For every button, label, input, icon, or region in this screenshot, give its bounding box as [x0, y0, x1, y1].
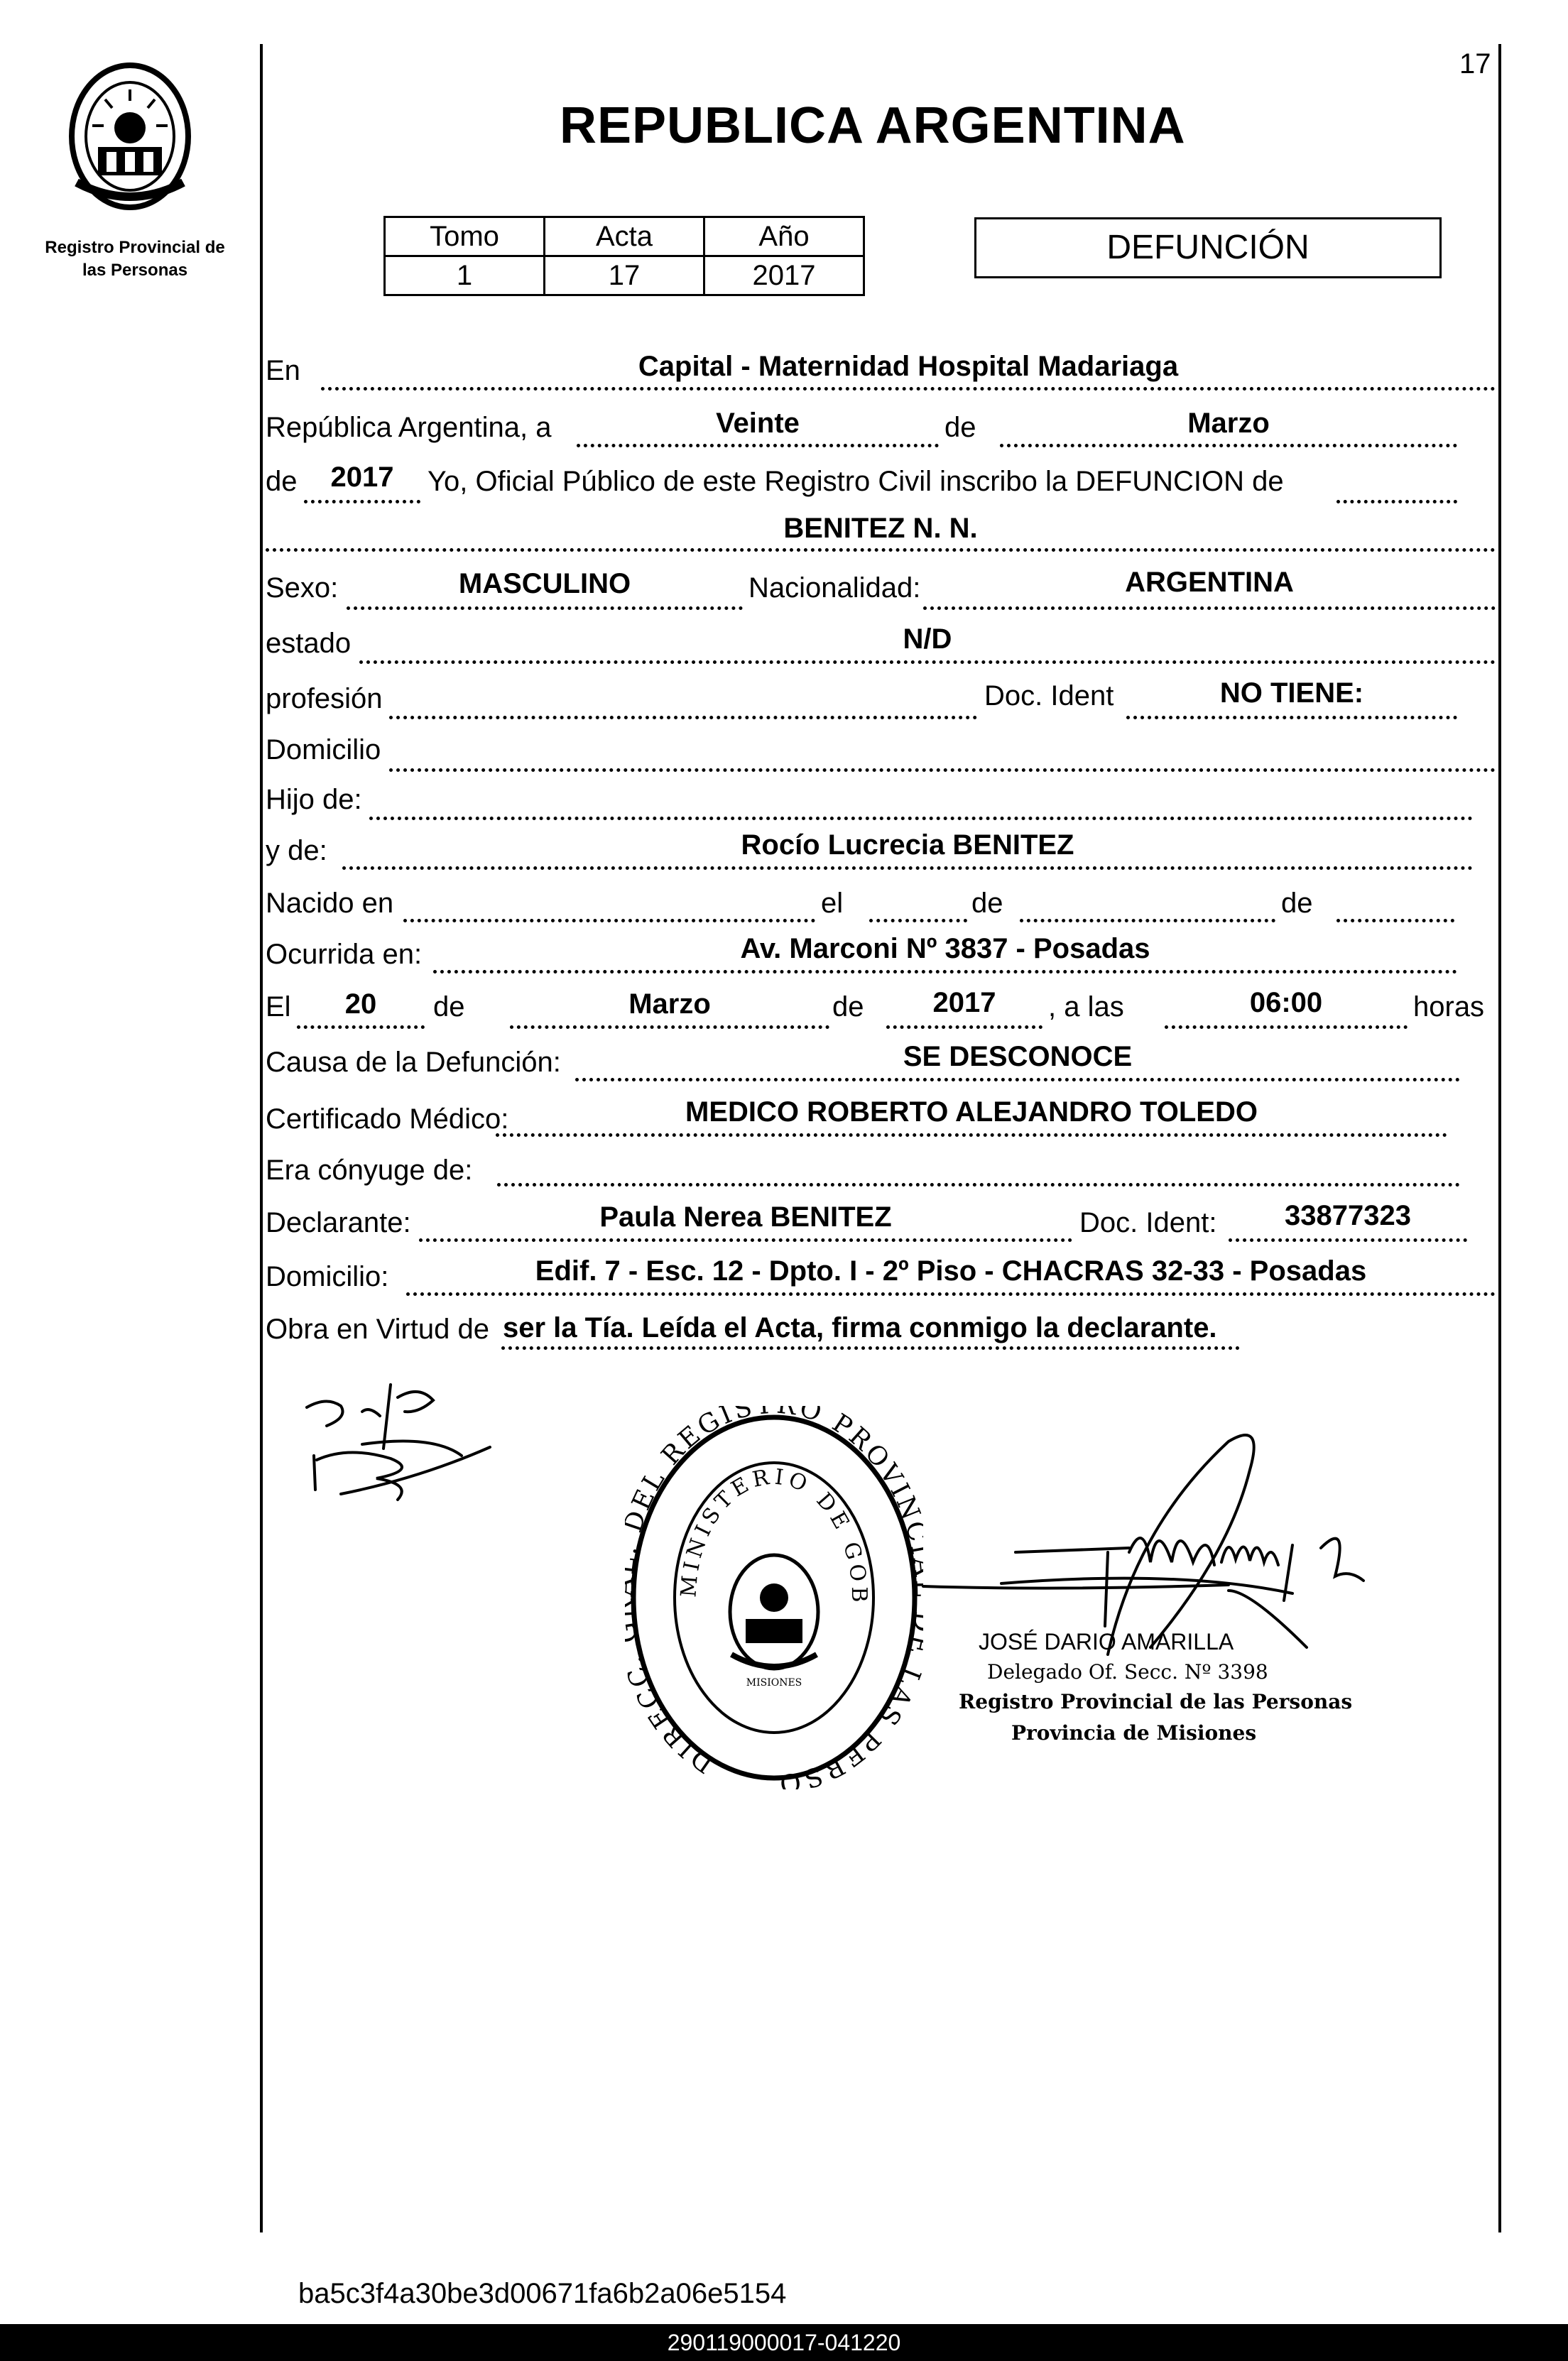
sexo-value: MASCULINO: [458, 568, 631, 599]
nacido-line: [403, 919, 815, 922]
document-hash: ba5c3f4a30be3d00671fa6b2a06e5154: [298, 2278, 787, 2309]
acta-value: 17: [545, 256, 704, 295]
page-title: REPUBLICA ARGENTINA: [560, 97, 1186, 154]
declarante-line: [419, 1238, 1072, 1242]
fmes-value: Marzo: [628, 988, 711, 1020]
stamp-inner-text: MINISTERIO DE GOB: [676, 1464, 872, 1607]
alas-label: , a las: [1048, 991, 1124, 1023]
conyuge-line: [497, 1183, 1460, 1187]
republica-label: República Argentina, a: [266, 412, 552, 443]
declarante-value: Paula Nerea BENITEZ: [599, 1201, 892, 1233]
declarante-label: Declarante:: [266, 1207, 411, 1238]
obra-line: [501, 1346, 1240, 1350]
official-title: Delegado Of. Secc. Nº 3398: [987, 1660, 1268, 1684]
estado-value: N/D: [903, 623, 952, 655]
nacido-label: Nacido en: [266, 888, 394, 919]
ocurrida-value: Av. Marconi Nº 3837 - Posadas: [740, 933, 1150, 964]
document-type-box: [974, 217, 1442, 278]
docd-value: 33877323: [1285, 1200, 1411, 1231]
hijo-line: [369, 817, 1473, 820]
de6-label: de: [832, 991, 864, 1023]
fdia-value: 20: [344, 988, 377, 1020]
declarant-signature: [298, 1370, 511, 1512]
dia-value: Veinte: [716, 408, 800, 439]
doc-label: Doc. Ident: [984, 680, 1114, 711]
table-header-tomo: Tomo: [385, 217, 545, 256]
mes-line: [1000, 444, 1457, 447]
yde-label: y de:: [266, 835, 327, 866]
horas-label: horas: [1413, 991, 1485, 1023]
en-line: [321, 387, 1496, 391]
anio-line: [304, 500, 420, 503]
sexo-line: [347, 606, 743, 610]
fdia-line: [297, 1025, 425, 1029]
domicilio2-value: Edif. 7 - Esc. 12 - Dpto. I - 2º Piso - CHACRAS 32-33 - Posadas: [535, 1255, 1367, 1287]
obra-value: ser la Tía. Leída el Acta, firma conmigo la declarante.: [503, 1312, 1217, 1343]
official-registry: Registro Provincial de las Personas: [959, 1690, 1353, 1713]
fanio-value: 2017: [932, 987, 996, 1018]
domicilio2-label: Domicilio:: [266, 1261, 389, 1292]
docd-line: [1229, 1238, 1467, 1242]
hijo-label: Hijo de:: [266, 784, 362, 815]
fanio-line: [886, 1025, 1042, 1029]
province-logo: [62, 58, 197, 214]
ocurrida-label: Ocurrida en:: [266, 939, 423, 970]
table-header-row: [385, 217, 864, 256]
registry-name-line1: Registro Provincial de: [45, 238, 225, 257]
tomo-acta-anio-table: [383, 216, 865, 296]
sexo-label: Sexo:: [266, 572, 339, 604]
de4-line: [1336, 919, 1454, 922]
nacionalidad-value: ARGENTINA: [1125, 567, 1294, 598]
domicilio1-label: Domicilio: [266, 734, 381, 765]
oficial-line: [1336, 500, 1457, 503]
de1-label: de: [944, 412, 976, 443]
nombre-value: BENITEZ N. N.: [783, 513, 978, 544]
docd-label: Doc. Ident:: [1079, 1207, 1217, 1238]
registry-name-line2: las Personas: [82, 261, 188, 280]
profesion-line: [389, 716, 977, 719]
tomo-value: 1: [385, 256, 545, 295]
en-value: Capital - Maternidad Hospital Madariaga: [638, 351, 1179, 382]
document-type-label: DEFUNCIÓN: [1106, 229, 1310, 266]
stamp-ring-text: DIREC EL REGIS O PROVIN LAS PERSO: [626, 1406, 923, 1789]
el2-label: El: [266, 991, 291, 1023]
anio-value-form: 2017: [330, 462, 394, 493]
right-margin-line: [1498, 44, 1501, 2232]
en-label: En: [266, 355, 300, 386]
de2-label: de: [266, 466, 298, 497]
certificado-label: Certificado Médico:: [266, 1103, 509, 1135]
nacionalidad-label: Nacionalidad:: [748, 572, 921, 604]
obra-label: Obra en Virtud de: [266, 1314, 490, 1345]
causa-label: Causa de la Defunción:: [266, 1047, 561, 1078]
anio-value: 2017: [704, 256, 864, 295]
domicilio1-line: [389, 768, 1496, 772]
de5-label: de: [433, 991, 465, 1023]
conyuge-label: Era cónyuge de:: [266, 1155, 473, 1186]
official-province: Provincia de Misiones: [1011, 1721, 1257, 1745]
ocurrida-line: [433, 970, 1457, 974]
madre-value: Rocío Lucrecia BENITEZ: [741, 829, 1074, 861]
footer-code: 290119000017-041220: [667, 2330, 901, 2355]
oficial-text: Yo, Oficial Público de este Registro Civil inscribo la DEFUNCION de: [428, 466, 1284, 497]
page-number: 17: [1459, 48, 1491, 80]
causa-line: [575, 1078, 1460, 1081]
de3-line: [1020, 919, 1275, 922]
certificado-value: MEDICO ROBERTO ALEJANDRO TOLEDO: [685, 1096, 1258, 1128]
hora-value: 06:00: [1249, 987, 1323, 1018]
de4-label: de: [1281, 888, 1313, 919]
yde-line: [342, 866, 1473, 870]
el1-line: [869, 919, 967, 922]
official-name: JOSÉ DARIO AMARILLA: [979, 1629, 1234, 1654]
mes-value: Marzo: [1187, 408, 1270, 439]
official-stamp: [625, 1406, 923, 1789]
doc-value: NO TIENE:: [1219, 677, 1364, 709]
table-header-acta: Acta: [545, 217, 704, 256]
nombre-line: [266, 548, 1496, 552]
table-row: [385, 256, 864, 295]
hora-line: [1165, 1025, 1408, 1029]
table-header-anio: Año: [704, 217, 864, 256]
nacionalidad-line: [923, 606, 1496, 610]
dia-line: [577, 444, 939, 447]
estado-label: estado: [266, 628, 352, 659]
domicilio2-line: [406, 1292, 1496, 1296]
el1-label: el: [821, 888, 844, 919]
left-margin-line: [260, 44, 263, 2232]
profesion-label: profesión: [266, 683, 383, 714]
causa-value: SE DESCONOCE: [903, 1041, 1133, 1072]
certificado-line: [496, 1133, 1447, 1137]
stamp-center-text: MISIONES: [746, 1677, 802, 1689]
de3-label: de: [971, 888, 1003, 919]
fmes-line: [510, 1025, 829, 1029]
doc-line: [1126, 716, 1457, 719]
estado-line: [359, 660, 1496, 664]
